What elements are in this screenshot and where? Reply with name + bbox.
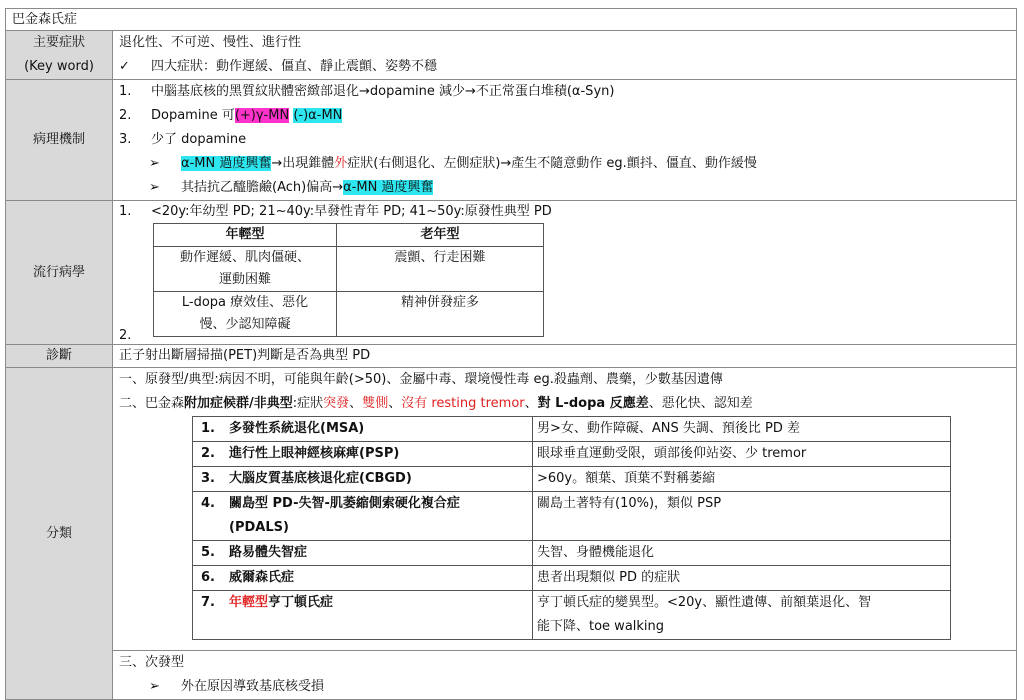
age-type-table — [153, 223, 544, 337]
check-icon: ✓ — [119, 59, 130, 74]
row-number: 4. — [201, 496, 215, 511]
cell-text: 動作遲緩、肌肉僵硬、 — [179, 250, 310, 265]
table-row — [193, 417, 951, 442]
cell-old-2: 精神併發症多 — [337, 292, 544, 337]
keyword-label-zh: 主要症狀 — [32, 35, 85, 50]
classification-row — [6, 368, 1017, 700]
text: 二、巴金森 — [119, 396, 185, 411]
mechanism-content — [113, 80, 1017, 201]
diagnosis-label: 診斷 — [6, 345, 113, 368]
highlight-alpha: α-MN 過度興奮 — [343, 180, 434, 195]
classification-content — [113, 368, 1017, 700]
row-desc: >60y。額葉、頂葉不對稱萎縮 — [533, 467, 951, 492]
row-number: 2. — [201, 446, 215, 461]
row-name: 進行性上眼神經核麻痺(PSP) — [229, 446, 400, 461]
epi-item-2-number: 2. — [119, 328, 132, 343]
keyword-line1: 退化性、不可逆、慢性、進行性 — [119, 35, 302, 50]
row-desc — [533, 591, 951, 640]
row-number: 6. — [201, 570, 215, 585]
mechanism-item-1-text: 中腦基底核的黑質紋狀體密緻部退化→dopamine 減少→不正常蛋白堆積(α-Syn) — [151, 84, 615, 99]
highlight-gamma: (+)γ-MN — [234, 108, 290, 123]
diagnosis-row — [6, 345, 1017, 368]
name-cell — [193, 417, 533, 442]
text: :症狀 — [292, 396, 324, 411]
bullet-text: 外在原因導致基底核受損 — [181, 679, 325, 694]
epi-item-1-text: <20y:年幼型 PD; 21~40y:早發性青年 PD; 41~50y:原發性典型 PD — [151, 204, 552, 219]
bold-text: 附加症候群/非典型 — [184, 396, 293, 411]
name-cell — [193, 442, 533, 467]
cell-young-1 — [154, 247, 337, 292]
atypical-table — [192, 416, 951, 640]
desc-line: 亨丁頓氏症的變異型。<20y、顯性遺傳、前額葉退化、智 — [537, 595, 872, 610]
keyword-label-en: (Key word) — [24, 59, 94, 74]
item-number: 1. — [119, 84, 132, 99]
arrow-bullet-icon: ➢ — [149, 679, 160, 694]
keyword-label — [6, 31, 113, 80]
name-cell — [193, 541, 533, 566]
mechanism-item-1 — [119, 80, 1016, 104]
epidemiology-label: 流行病學 — [6, 201, 113, 345]
class-secondary-bullet — [119, 675, 1016, 699]
class-atypical — [119, 392, 1016, 416]
table-row — [193, 566, 951, 591]
row-name: 多發性系統退化(MSA) — [229, 421, 365, 436]
desc-line: 能下降、toe walking — [537, 619, 665, 634]
item-number: 1. — [119, 204, 132, 219]
bullet-text: 症狀(右側退化、左側症狀)→產生不隨意動作 eg.顫抖、僵直、動作緩慢 — [347, 156, 757, 171]
doc-title: 巴金森氏症 — [6, 9, 1017, 31]
diagnosis-text: 正子射出斷層掃描(PET)判斷是否為典型 PD — [113, 345, 1017, 368]
row-number: 1. — [201, 421, 215, 436]
cell-old-1: 震顫、行走困難 — [337, 247, 544, 292]
table-row — [193, 492, 951, 541]
keyword-line2 — [119, 55, 1016, 79]
arrow-bullet-icon: ➢ — [149, 180, 160, 195]
item-number: 2. — [119, 108, 132, 123]
keyword-row — [6, 31, 1017, 80]
bullet-text: 其拮抗乙醯膽鹼(Ach)偏高→ — [181, 180, 344, 195]
row-desc: 男>女、動作障礙、ANS 失調、預後比 PD 差 — [533, 417, 951, 442]
mechanism-item-3 — [119, 128, 1016, 152]
notes-table — [5, 8, 1017, 700]
bullet-text: →出現錐體 — [271, 156, 335, 171]
mechanism-item-2-text: Dopamine 可 — [151, 108, 235, 123]
name-cell — [193, 566, 533, 591]
name-cell — [193, 492, 533, 541]
highlight-alpha: (-)α-MN — [293, 108, 343, 123]
row-name-red: 年輕型 — [229, 595, 269, 610]
row-number: 7. — [201, 595, 215, 610]
text: 、 — [388, 396, 402, 411]
mechanism-row — [6, 80, 1017, 201]
red-text: 突發 — [323, 396, 350, 411]
mechanism-bullet-1 — [119, 152, 1016, 176]
header-old: 老年型 — [337, 224, 544, 247]
epi-item-1 — [119, 201, 1016, 223]
row-name: 關島型 PD-失智-肌萎縮側索硬化複合症 — [229, 496, 460, 511]
table-row — [193, 541, 951, 566]
table-row — [193, 467, 951, 492]
mechanism-bullet-2 — [119, 176, 1016, 200]
name-cell — [193, 467, 533, 492]
row-name: 路易體失智症 — [229, 545, 308, 560]
class-secondary: 三、次發型 — [119, 655, 185, 670]
row-name: 大腦皮質基底核退化症(CBGD) — [229, 471, 412, 486]
cell-text: 運動困難 — [218, 272, 271, 287]
cell-text: L-dopa 療效佳、惡化 — [181, 295, 309, 310]
epidemiology-content — [113, 201, 1017, 345]
classification-label: 分類 — [6, 368, 113, 700]
cell-young-2 — [154, 292, 337, 337]
class-primary: 一、原發型/典型:病因不明，可能與年齡(>50)、金屬中毒、環境慢性毒 eg.殺蟲劑、農藥，少數基因遺傳 — [119, 372, 723, 387]
text: 、 — [524, 396, 538, 411]
name-cell — [193, 591, 533, 640]
row-desc: 患者出現類似 PD 的症狀 — [533, 566, 951, 591]
mechanism-label: 病理機制 — [6, 80, 113, 201]
row-number: 5. — [201, 545, 215, 560]
mechanism-item-3-text: 少了 dopamine — [151, 132, 247, 147]
row-name: (PDALS) — [229, 520, 289, 535]
row-number: 3. — [201, 471, 215, 486]
highlight-alpha: α-MN 過度興奮 — [181, 156, 272, 171]
text: 、 — [349, 396, 363, 411]
table-row — [193, 442, 951, 467]
row-desc: 關島土著特有(10%)，類似 PSP — [533, 492, 951, 541]
row-name: 亨丁頓氏症 — [268, 595, 334, 610]
keyword-content — [113, 31, 1017, 80]
red-text: 外 — [334, 156, 348, 171]
arrow-bullet-icon: ➢ — [149, 156, 160, 171]
red-text: 雙側 — [362, 396, 389, 411]
cell-text: 慢、少認知障礙 — [199, 317, 291, 332]
epidemiology-row — [6, 201, 1017, 345]
row-desc: 眼球垂直運動受限，頭部後仰站姿、少 tremor — [533, 442, 951, 467]
header-young: 年輕型 — [154, 224, 337, 247]
keyword-line2-text: 四大症狀：動作遲緩、僵直、靜止震顫、姿勢不穩 — [151, 59, 438, 74]
item-number: 3. — [119, 132, 132, 147]
mechanism-item-2 — [119, 104, 1016, 128]
table-row — [193, 591, 951, 640]
text: 、惡化快、認知差 — [648, 396, 753, 411]
row-name: 威爾森氏症 — [229, 570, 295, 585]
red-text: 沒有 resting tremor — [401, 396, 525, 411]
row-desc: 失智、身體機能退化 — [533, 541, 951, 566]
bold-text: 對 L-dopa 反應差 — [537, 396, 649, 411]
